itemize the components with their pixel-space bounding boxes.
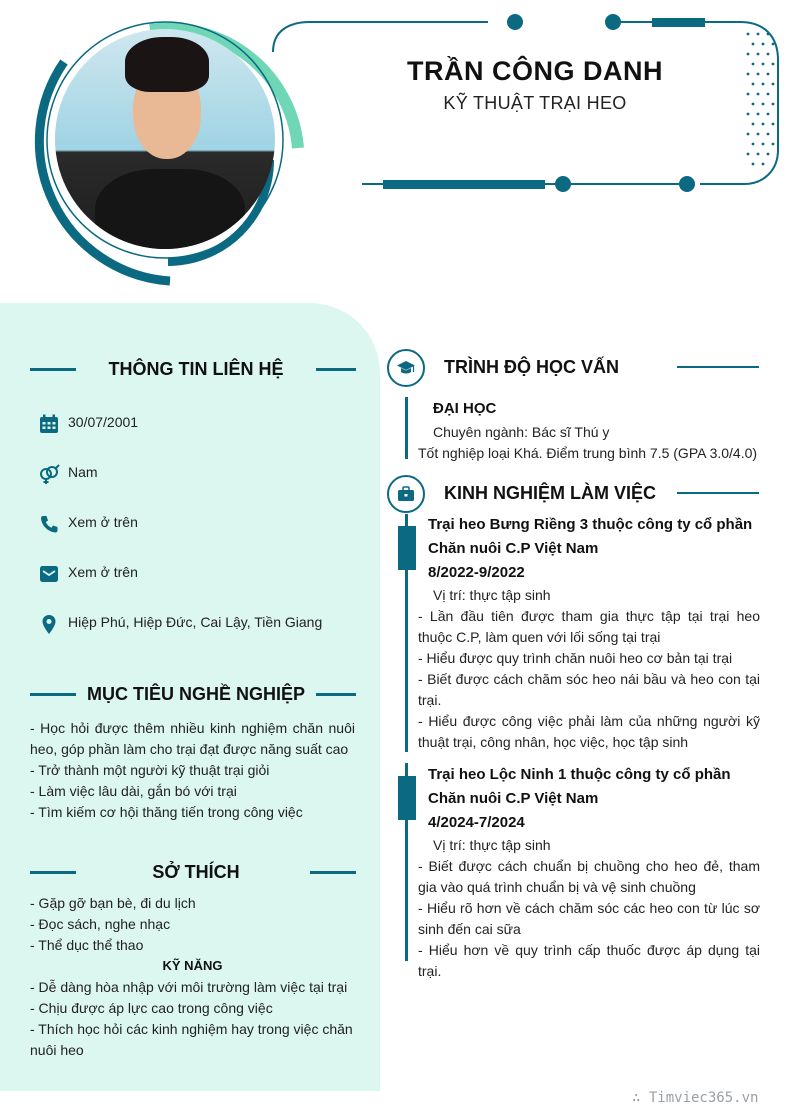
job-title	[428, 513, 762, 585]
job-duty: - Hiểu hơn về quy trình cấp thuốc được áp dụng tại trại.	[418, 942, 760, 979]
hobbies-text	[30, 893, 355, 956]
education-major: Chuyên ngành: Bác sĩ Thú y	[433, 424, 610, 440]
section-rule	[310, 871, 356, 874]
objective-line: - Học hỏi được thêm nhiều kinh nghiệm chăn nuôi heo, góp phần làm cho trại đạt được năng suất cao	[30, 720, 355, 757]
watermark-text: Timviec365.vn	[648, 1090, 759, 1106]
hobby-line: - Gặp gỡ bạn bè, đi du lịch	[30, 895, 196, 911]
job-duty: - Biết được cách chuẩn bị chuồng cho heo đẻ, tham gia vào quá trình chuẩn bị và vệ sinh chuồng	[418, 858, 760, 895]
hobbies-section-title: SỞ THÍCH	[152, 862, 240, 882]
contact-birthdate: 30/07/2001	[68, 414, 139, 430]
contact-item-address	[38, 613, 368, 635]
skill-line: - Chịu được áp lực cao trong công việc	[30, 1000, 273, 1016]
contact-item-birthdate	[38, 413, 368, 435]
experience-section-title: KINH NGHIỆM LÀM VIỆC	[444, 483, 657, 503]
education-timeline	[405, 397, 408, 459]
section-rule	[30, 368, 76, 371]
job-position: Vị trí: thực tập sinh	[433, 837, 551, 853]
email-icon	[38, 563, 60, 585]
contact-gender: Nam	[68, 464, 98, 480]
phone-icon	[38, 513, 60, 535]
candidate-job-title: KỸ THUẬT TRẠI HEO	[443, 93, 627, 113]
job-title	[428, 763, 762, 835]
contact-item-phone	[38, 513, 368, 535]
gender-icon	[38, 463, 60, 485]
section-rule	[316, 693, 356, 696]
job-title-line: Trại heo Bưng Riềng 3 thuộc công ty cổ phần	[428, 516, 753, 533]
job-duties	[418, 606, 760, 753]
skill-line: - Thích học hỏi các kinh nghiệm hay trong việc chăn nuôi heo	[30, 1021, 353, 1058]
hobby-line: - Thể dục thể thao	[30, 937, 144, 953]
watermark: ∴ Timviec365.vn	[632, 1090, 759, 1106]
objective-section-title: MỤC TIÊU NGHỀ NGHIỆP	[86, 684, 305, 704]
objective-line: - Làm việc lâu dài, gắn bó với trại	[30, 783, 237, 799]
briefcase-icon	[387, 475, 425, 513]
education-degree: ĐẠI HỌC	[433, 400, 497, 417]
job-duty: - Hiểu rõ hơn về cách chăm sóc các heo con từ lúc sơ sinh đến cai sữa	[418, 900, 760, 937]
objective-text	[30, 718, 355, 823]
job-title-line: Chăn nuôi C.P Việt Nam	[428, 790, 599, 807]
job-period: 8/2022-9/2022	[428, 564, 525, 581]
job-period: 4/2024-7/2024	[428, 814, 525, 831]
contact-section-title: THÔNG TIN LIÊN HỆ	[108, 359, 284, 379]
job-marker	[398, 526, 416, 570]
calendar-icon	[38, 413, 60, 435]
contact-item-gender	[38, 463, 368, 485]
contact-item-email	[38, 563, 368, 585]
job-title-line: Trại heo Lộc Ninh 1 thuộc công ty cổ phần	[428, 766, 731, 783]
objective-line: - Trở thành một người kỹ thuật trại giỏi	[30, 762, 270, 778]
job-duty: - Lần đầu tiên được tham gia thực tập tại trại heo thuộc C.P, làm quen với lối sống tại trại	[418, 608, 760, 645]
education-section-title: TRÌNH ĐỘ HỌC VẤN	[444, 357, 619, 377]
location-pin-icon	[38, 613, 60, 635]
hobby-line: - Đọc sách, nghe nhạc	[30, 916, 171, 932]
candidate-name: TRẦN CÔNG DANH	[407, 56, 663, 86]
contact-phone: Xem ở trên	[68, 514, 138, 530]
profile-photo	[55, 29, 275, 249]
job-duty: - Biết được cách chăm sóc heo nái bầu và heo con tại trại.	[418, 671, 760, 708]
section-rule	[677, 492, 759, 494]
education-result: Tốt nghiệp loại Khá. Điểm trung bình 7.5 (GPA 3.0/4.0)	[418, 445, 758, 461]
skills-section-title: KỸ NĂNG	[162, 958, 223, 973]
job-duties	[418, 856, 760, 982]
job-duty: - Hiểu được quy trình chăn nuôi heo cơ bản tại trại	[418, 650, 733, 666]
contact-address: Hiệp Phú, Hiệp Đức, Cai Lậy, Tiền Giang	[68, 614, 323, 630]
objective-line: - Tìm kiếm cơ hội thăng tiến trong công việc	[30, 804, 303, 820]
job-position: Vị trí: thực tập sinh	[433, 587, 551, 603]
skills-text	[30, 977, 360, 1061]
section-rule	[30, 871, 76, 874]
graduation-cap-icon	[387, 349, 425, 387]
section-rule	[677, 366, 759, 368]
job-duty: - Hiểu được công việc phải làm của những người kỹ thuật trại, công nhân, học việc, học tập sinh	[418, 713, 760, 750]
job-marker	[398, 776, 416, 820]
section-rule	[30, 693, 76, 696]
skill-line: - Dễ dàng hòa nhập với môi trường làm việc tại trại	[30, 979, 348, 995]
job-title-line: Chăn nuôi C.P Việt Nam	[428, 540, 599, 557]
contact-email: Xem ở trên	[68, 564, 138, 580]
section-rule	[316, 368, 356, 371]
